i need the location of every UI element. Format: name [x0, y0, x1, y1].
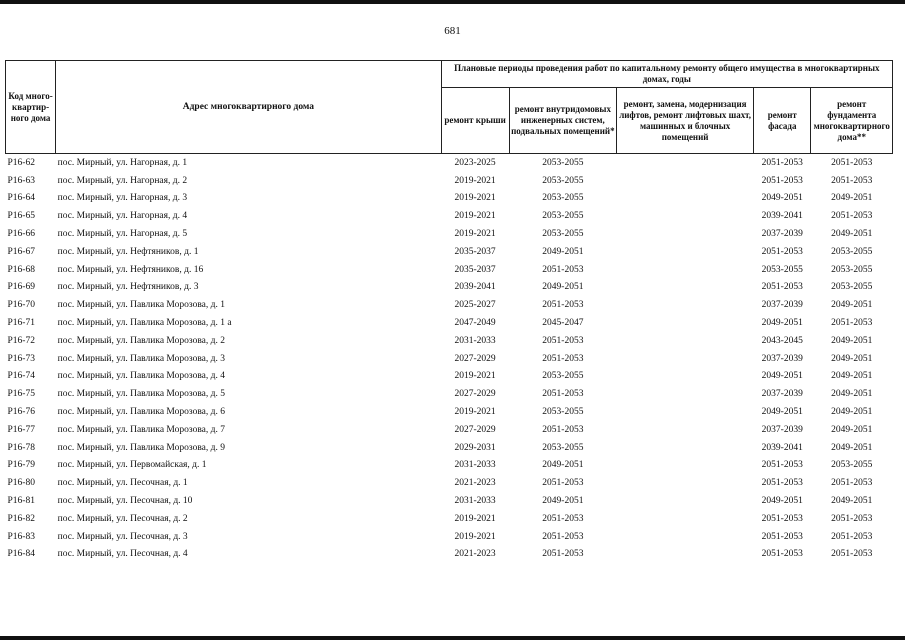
- house-code: P16-74: [7, 371, 35, 382]
- facade-period: 2049-2051: [761, 496, 803, 507]
- header-facade: ремонт фасада: [754, 88, 811, 154]
- facade-period: 2051-2053: [761, 175, 803, 186]
- elevator-period: [617, 474, 754, 492]
- header-roof: ремонт крыши: [441, 88, 509, 154]
- roof-period: 2035-2037: [454, 246, 496, 257]
- elevator-period: [617, 261, 754, 279]
- house-address: пос. Мирный, ул. Песочная, д. 2: [57, 513, 188, 524]
- roof-period: 2019-2021: [454, 531, 496, 542]
- house-address: пос. Мирный, ул. Павлика Морозова, д. 2: [57, 335, 225, 346]
- roof-period: 2023-2025: [454, 157, 496, 168]
- roof-period: 2019-2021: [454, 513, 496, 524]
- elevator-period: [617, 296, 754, 314]
- table-row: [6, 528, 893, 546]
- engineering-period: 2051-2053: [542, 549, 584, 560]
- foundation-period: 2049-2051: [831, 353, 873, 364]
- house-code: P16-73: [7, 353, 35, 364]
- house-code: P16-76: [7, 407, 35, 418]
- house-address: пос. Мирный, ул. Павлика Морозова, д. 1: [57, 300, 225, 311]
- bottom-rule: [0, 636, 905, 640]
- table-row: [6, 439, 893, 457]
- elevator-period: [617, 510, 754, 528]
- facade-period: 2051-2053: [761, 460, 803, 471]
- house-code: P16-77: [7, 424, 35, 435]
- elevator-period: [617, 457, 754, 475]
- elevator-period: [617, 172, 754, 190]
- house-address: пос. Мирный, ул. Нагорная, д. 3: [57, 193, 188, 204]
- engineering-period: 2051-2053: [542, 513, 584, 524]
- engineering-period: 2051-2053: [542, 389, 584, 400]
- header-foundation: ремонт фундамента многоквартирного дома**: [811, 88, 893, 154]
- house-address: пос. Мирный, ул. Песочная, д. 10: [57, 496, 193, 507]
- roof-period: 2025-2027: [454, 300, 496, 311]
- facade-period: 2037-2039: [761, 389, 803, 400]
- elevator-period: [617, 350, 754, 368]
- elevator-period: [617, 421, 754, 439]
- elevator-period: [617, 243, 754, 261]
- facade-period: 2051-2053: [761, 549, 803, 560]
- engineering-period: 2049-2051: [542, 282, 584, 293]
- engineering-period: 2053-2055: [542, 407, 584, 418]
- elevator-period: [617, 332, 754, 350]
- house-code: P16-79: [7, 460, 35, 471]
- roof-period: 2019-2021: [454, 211, 496, 222]
- house-code: P16-84: [7, 549, 35, 560]
- foundation-period: 2053-2055: [831, 264, 873, 275]
- table-row: [6, 457, 893, 475]
- repair-schedule-table: [5, 60, 893, 563]
- house-address: пос. Мирный, ул. Павлика Морозова, д. 9: [57, 442, 225, 453]
- header-engineering: ремонт внутридомовых инженерных систем, подвальных помещений*: [509, 88, 617, 154]
- engineering-period: 2053-2055: [542, 229, 584, 240]
- table-row: [6, 492, 893, 510]
- facade-period: 2037-2039: [761, 353, 803, 364]
- roof-period: 2019-2021: [454, 175, 496, 186]
- house-address: пос. Мирный, ул. Павлика Морозова, д. 6: [57, 407, 225, 418]
- roof-period: 2027-2029: [454, 424, 496, 435]
- house-address: пос. Мирный, ул. Нагорная, д. 1: [57, 157, 188, 168]
- top-rule: [0, 0, 905, 4]
- foundation-period: 2051-2053: [831, 531, 873, 542]
- facade-period: 2039-2041: [761, 211, 803, 222]
- house-address: пос. Мирный, ул. Павлика Морозова, д. 5: [57, 389, 225, 400]
- house-address: пос. Мирный, ул. Нагорная, д. 2: [57, 175, 188, 186]
- house-code: P16-70: [7, 300, 35, 311]
- house-address: пос. Мирный, ул. Нагорная, д. 5: [57, 229, 188, 240]
- facade-period: 2043-2045: [761, 335, 803, 346]
- table-row: [6, 368, 893, 386]
- facade-period: 2039-2041: [761, 442, 803, 453]
- facade-period: 2049-2051: [761, 371, 803, 382]
- roof-period: 2047-2049: [454, 318, 496, 329]
- house-code: P16-81: [7, 496, 35, 507]
- facade-period: 2051-2053: [761, 157, 803, 168]
- foundation-period: 2051-2053: [831, 478, 873, 489]
- house-code: P16-71: [7, 318, 35, 329]
- foundation-period: 2049-2051: [831, 496, 873, 507]
- house-code: P16-69: [7, 282, 35, 293]
- header-elevators: ремонт, замена, модернизация лифтов, ремонт лифтовых шахт, машинных и блочных помещений: [617, 88, 754, 154]
- engineering-period: 2053-2055: [542, 175, 584, 186]
- elevator-period: [617, 385, 754, 403]
- house-address: пос. Мирный, ул. Песочная, д. 4: [57, 549, 188, 560]
- roof-period: 2031-2033: [454, 460, 496, 471]
- roof-period: 2031-2033: [454, 496, 496, 507]
- house-address: пос. Мирный, ул. Нефтяников, д. 3: [57, 282, 199, 293]
- house-address: пос. Мирный, ул. Нефтяников, д. 1: [57, 246, 199, 257]
- roof-period: 2021-2023: [454, 549, 496, 560]
- table-row: [6, 172, 893, 190]
- engineering-period: 2053-2055: [542, 442, 584, 453]
- facade-period: 2037-2039: [761, 229, 803, 240]
- roof-period: 2019-2021: [454, 407, 496, 418]
- foundation-period: 2049-2051: [831, 193, 873, 204]
- engineering-period: 2053-2055: [542, 193, 584, 204]
- foundation-period: 2049-2051: [831, 229, 873, 240]
- facade-period: 2049-2051: [761, 407, 803, 418]
- house-address: пос. Мирный, ул. Павлика Морозова, д. 3: [57, 353, 225, 364]
- table-row: [6, 350, 893, 368]
- foundation-period: 2053-2055: [831, 246, 873, 257]
- engineering-period: 2045-2047: [542, 318, 584, 329]
- foundation-period: 2051-2053: [831, 318, 873, 329]
- engineering-period: 2051-2053: [542, 353, 584, 364]
- roof-period: 2019-2021: [454, 371, 496, 382]
- house-code: P16-63: [7, 175, 35, 186]
- roof-period: 2035-2037: [454, 264, 496, 275]
- house-address: пос. Мирный, ул. Павлика Морозова, д. 1 а: [57, 318, 232, 329]
- elevator-period: [617, 368, 754, 386]
- engineering-period: 2049-2051: [542, 246, 584, 257]
- table-row: [6, 421, 893, 439]
- elevator-period: [617, 546, 754, 564]
- elevator-period: [617, 403, 754, 421]
- foundation-period: 2049-2051: [831, 424, 873, 435]
- table-row: [6, 296, 893, 314]
- engineering-period: 2053-2055: [542, 157, 584, 168]
- table-row: [6, 510, 893, 528]
- roof-period: 2031-2033: [454, 335, 496, 346]
- header-address: Адрес многоквартирного дома: [56, 61, 442, 154]
- foundation-period: 2053-2055: [831, 460, 873, 471]
- house-address: пос. Мирный, ул. Песочная, д. 3: [57, 531, 188, 542]
- house-code: P16-75: [7, 389, 35, 400]
- roof-period: 2027-2029: [454, 389, 496, 400]
- engineering-period: 2051-2053: [542, 335, 584, 346]
- roof-period: 2019-2021: [454, 229, 496, 240]
- table-row: [6, 332, 893, 350]
- foundation-period: 2049-2051: [831, 442, 873, 453]
- elevator-period: [617, 492, 754, 510]
- house-address: пос. Мирный, ул. Нефтяников, д. 16: [57, 264, 204, 275]
- roof-period: 2027-2029: [454, 353, 496, 364]
- house-code: P16-82: [7, 513, 35, 524]
- house-code: P16-68: [7, 264, 35, 275]
- engineering-period: 2049-2051: [542, 496, 584, 507]
- foundation-period: 2051-2053: [831, 175, 873, 186]
- house-code: P16-78: [7, 442, 35, 453]
- facade-period: 2051-2053: [761, 282, 803, 293]
- table-row: [6, 154, 893, 172]
- engineering-period: 2051-2053: [542, 424, 584, 435]
- house-address: пос. Мирный, ул. Первомайская, д. 1: [57, 460, 207, 471]
- table-row: [6, 314, 893, 332]
- elevator-period: [617, 154, 754, 172]
- engineering-period: 2053-2055: [542, 211, 584, 222]
- table-header: [6, 61, 893, 154]
- roof-period: 2029-2031: [454, 442, 496, 453]
- elevator-period: [617, 528, 754, 546]
- house-address: пос. Мирный, ул. Павлика Морозова, д. 4: [57, 371, 225, 382]
- facade-period: 2051-2053: [761, 478, 803, 489]
- house-code: P16-64: [7, 193, 35, 204]
- elevator-period: [617, 190, 754, 208]
- roof-period: 2019-2021: [454, 193, 496, 204]
- facade-period: 2051-2053: [761, 246, 803, 257]
- house-address: пос. Мирный, ул. Песочная, д. 1: [57, 478, 188, 489]
- table-row: [6, 190, 893, 208]
- house-address: пос. Мирный, ул. Нагорная, д. 4: [57, 211, 188, 222]
- foundation-period: 2049-2051: [831, 371, 873, 382]
- foundation-period: 2049-2051: [831, 300, 873, 311]
- header-work-periods: Плановые периоды проведения работ по капитальному ремонту общего имущества в многоквартирных домах, годы: [441, 61, 892, 88]
- house-code: P16-83: [7, 531, 35, 542]
- house-code: P16-65: [7, 211, 35, 222]
- foundation-period: 2051-2053: [831, 157, 873, 168]
- page-number: 681: [444, 25, 461, 37]
- house-code: P16-72: [7, 335, 35, 346]
- facade-period: 2049-2051: [761, 193, 803, 204]
- table-row: [6, 403, 893, 421]
- table-row: [6, 474, 893, 492]
- house-address: пос. Мирный, ул. Павлика Морозова, д. 7: [57, 424, 225, 435]
- elevator-period: [617, 225, 754, 243]
- facade-period: 2037-2039: [761, 424, 803, 435]
- roof-period: 2039-2041: [454, 282, 496, 293]
- elevator-period: [617, 279, 754, 297]
- foundation-period: 2051-2053: [831, 513, 873, 524]
- table-row: [6, 207, 893, 225]
- table-body: [6, 154, 893, 564]
- elevator-period: [617, 314, 754, 332]
- facade-period: 2051-2053: [761, 531, 803, 542]
- facade-period: 2053-2055: [761, 264, 803, 275]
- engineering-period: 2051-2053: [542, 300, 584, 311]
- engineering-period: 2051-2053: [542, 264, 584, 275]
- house-code: P16-67: [7, 246, 35, 257]
- table-row: [6, 225, 893, 243]
- table-row: [6, 546, 893, 564]
- foundation-period: 2051-2053: [831, 549, 873, 560]
- foundation-period: 2053-2055: [831, 282, 873, 293]
- elevator-period: [617, 439, 754, 457]
- foundation-period: 2049-2051: [831, 335, 873, 346]
- engineering-period: 2049-2051: [542, 460, 584, 471]
- foundation-period: 2049-2051: [831, 407, 873, 418]
- facade-period: 2051-2053: [761, 513, 803, 524]
- elevator-period: [617, 207, 754, 225]
- engineering-period: 2051-2053: [542, 531, 584, 542]
- foundation-period: 2051-2053: [831, 211, 873, 222]
- table-row: [6, 385, 893, 403]
- house-code: P16-80: [7, 478, 35, 489]
- table-row: [6, 279, 893, 297]
- header-code: Код много- квартир- ного дома: [6, 61, 56, 154]
- engineering-period: 2051-2053: [542, 478, 584, 489]
- facade-period: 2037-2039: [761, 300, 803, 311]
- house-code: P16-62: [7, 157, 35, 168]
- roof-period: 2021-2023: [454, 478, 496, 489]
- engineering-period: 2053-2055: [542, 371, 584, 382]
- house-code: P16-66: [7, 229, 35, 240]
- table-row: [6, 261, 893, 279]
- facade-period: 2049-2051: [761, 318, 803, 329]
- table-row: [6, 243, 893, 261]
- foundation-period: 2049-2051: [831, 389, 873, 400]
